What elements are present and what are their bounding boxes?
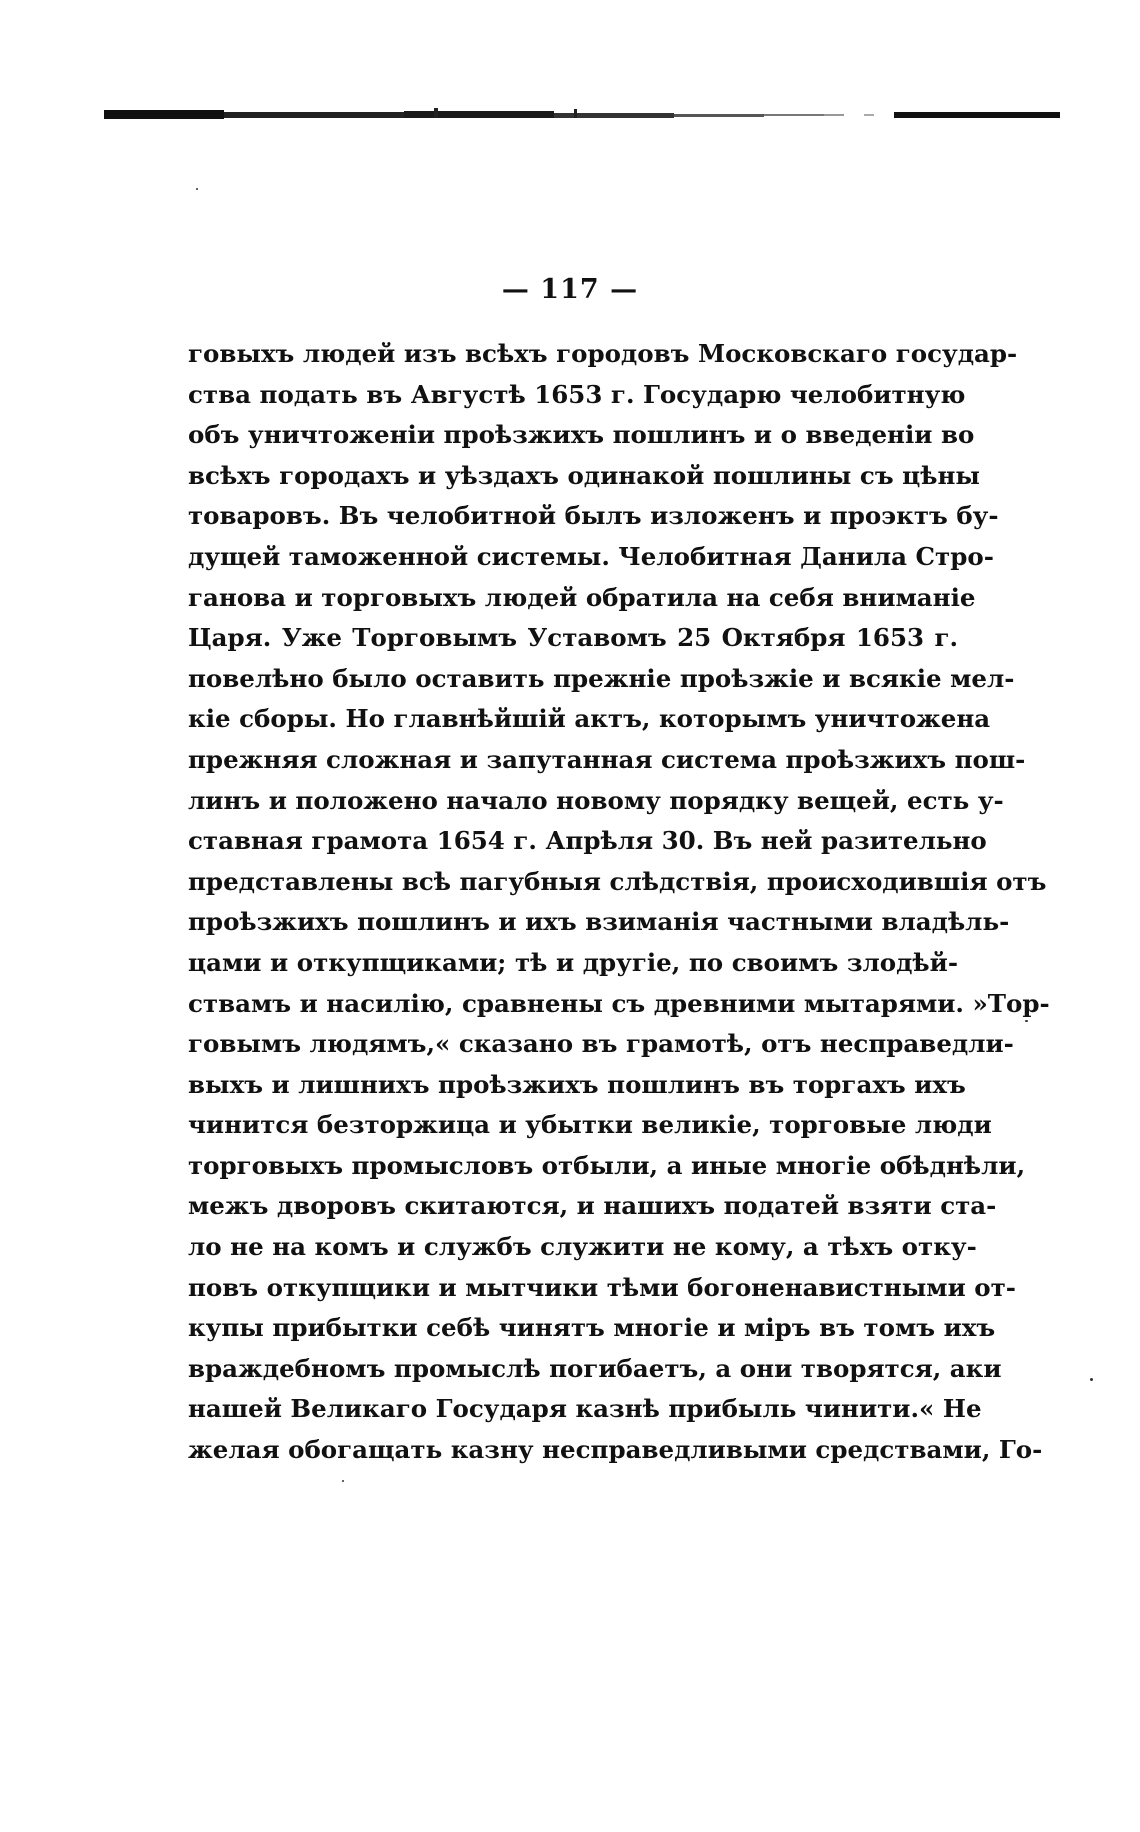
text-line: всѣхъ городахъ и уѣздахъ одинакой пошлины съ цѣны <box>188 460 980 490</box>
text-line: говыхъ людей изъ всѣхъ городовъ Московскаго государ- <box>188 339 1018 368</box>
text-line: товаровъ. Въ челобитной былъ изложенъ и проэктъ бу- <box>188 501 999 531</box>
page-number: — 117 — <box>501 274 639 305</box>
text-line: межъ дворовъ скитаются, и нашихъ податей взяти ста- <box>188 1191 997 1221</box>
page-edge-shadow <box>104 108 1060 122</box>
text-line: враждебномъ промыслѣ погибаетъ, а они творятся, аки <box>188 1353 1002 1383</box>
text-line: желая обогащать казну несправедливыми средствами, Го- <box>188 1435 1043 1465</box>
text-line: Царя. Уже Торговымъ Уставомъ 25 Октября 1653 г. <box>188 623 958 653</box>
text-line: ганова и торговыхъ людей обратила на себя вниманіе <box>188 582 976 612</box>
text-line: кіе сборы. Но главнѣйшій актъ, которымъ уничтожена <box>188 704 991 734</box>
text-line: цами и откупщиками; тѣ и другіе, по своимъ злодѣй- <box>188 947 958 977</box>
text-line: говымъ людямъ,« сказано въ грамотѣ, отъ несправедли- <box>188 1029 1014 1059</box>
text-line: объ уничтоженіи проѣзжихъ пошлинъ и о введеніи во <box>188 420 975 450</box>
scan-speck <box>342 1480 344 1482</box>
text-line: ства подать въ Августѣ 1653 г. Государю челобитную <box>188 379 966 409</box>
text-line: купы прибытки себѣ чинятъ многіе и міръ въ томъ ихъ <box>188 1313 996 1343</box>
text-line: прежняя сложная и запутанная система проѣзжихъ пош- <box>188 744 1026 774</box>
text-line: выхъ и лишнихъ проѣзжихъ пошлинъ въ торгахъ ихъ <box>188 1069 966 1099</box>
text-line: нашей Великаго Государя казнѣ прибыль чинити.« Не <box>188 1394 982 1424</box>
text-line: чинится безторжица и убытки великіе, торговые люди <box>188 1110 992 1140</box>
scan-speck <box>1025 1020 1028 1022</box>
text-line: линъ и положено начало новому порядку вещей, есть у- <box>188 785 1004 815</box>
text-line: проѣзжихъ пошлинъ и ихъ взиманія частными владѣль- <box>188 907 1010 937</box>
text-line: ствамъ и насилію, сравнены съ древними мытарями. »Тор- <box>188 988 1050 1018</box>
text-line: торговыхъ промысловъ отбыли, а иные многіе обѣднѣли, <box>188 1150 1026 1180</box>
scan-speck <box>1090 1378 1093 1381</box>
text-line: ло не на комъ и службъ служити не кому, а тѣхъ отку- <box>188 1232 977 1262</box>
text-line: повъ откупщики и мытчики тѣми богоненавистными от- <box>188 1272 1016 1302</box>
text-line: ставная грамота 1654 г. Апрѣля 30. Въ ней разительно <box>188 826 987 856</box>
text-line: дущей таможенной системы. Челобитная Данила Стро- <box>188 541 994 571</box>
scanned-page-top-edge <box>104 108 1060 122</box>
text-line: повелѣно было оставить прежніе проѣзжіе и всякіе мел- <box>188 663 1015 693</box>
text-line: представлены всѣ пагубныя слѣдствія, происходившія отъ <box>188 866 1047 896</box>
scan-speck <box>196 188 198 190</box>
body-text <box>188 334 1050 1471</box>
